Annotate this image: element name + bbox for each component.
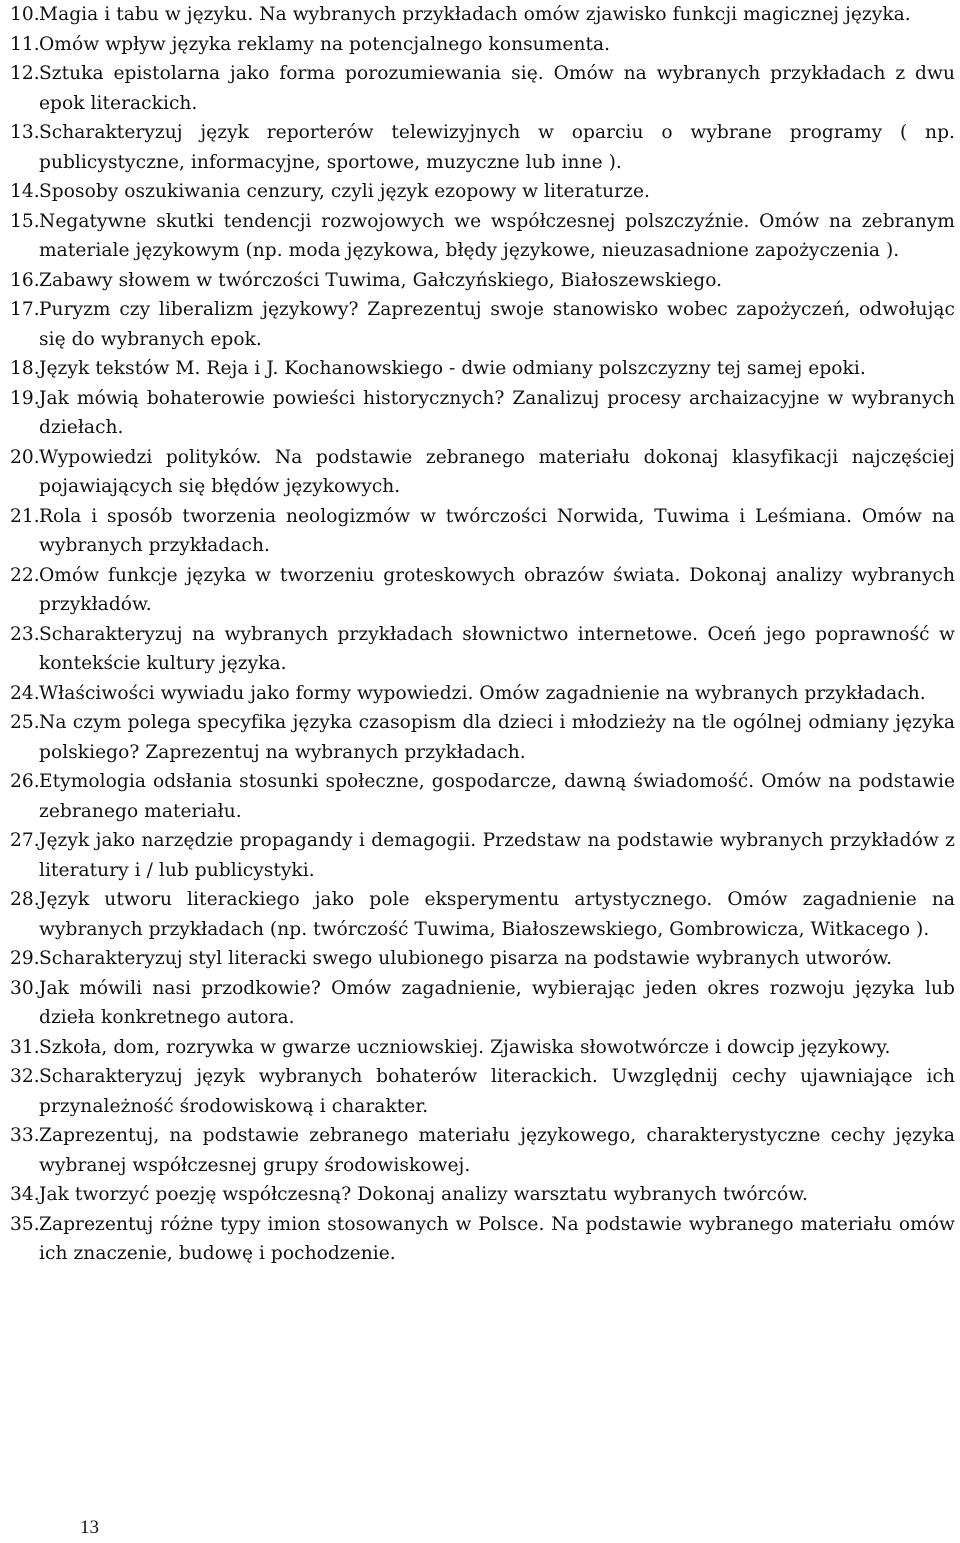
topic-list xyxy=(10,0,955,1269)
item-number: 17. xyxy=(10,299,40,320)
list-item xyxy=(10,59,955,118)
item-text: Jak mówią bohaterowie powieści historycznych? Zanalizuj procesy archaizacyjne w wybranych dziełach. xyxy=(39,387,955,438)
item-number: 22. xyxy=(10,564,40,586)
list-item xyxy=(10,1062,955,1121)
item-text: Sztuka epistolarna jako forma porozumiewania się. Omów na wybranych przykładach z dwu epok literackich. xyxy=(39,63,955,114)
item-number: 28. xyxy=(10,889,40,910)
item-number: 12. xyxy=(10,63,40,84)
item-text: Sposoby oszukiwania cenzury, czyli język ezopowy w literaturze. xyxy=(39,181,650,202)
item-text: Scharakteryzuj język reporterów telewizyjnych w oparciu o wybrane programy ( np. publicystyczne, informacyjne, sportowe, muzyczne lub inne ). xyxy=(39,122,955,173)
item-text: Zaprezentuj różne typy imion stosowanych w Polsce. Na podstawie wybranego materiału omów ich znaczenie, budowę i pochodzenie. xyxy=(39,1213,955,1264)
item-text: Scharakteryzuj język wybranych bohaterów literackich. Uwzględnij cechy ujawniające ich przynależność środowiskową i charakter. xyxy=(39,1066,955,1117)
item-text: Scharakteryzuj styl literacki swego ulubionego pisarza na podstawie wybranych utworów. xyxy=(39,948,893,969)
list-item xyxy=(10,118,955,177)
list-item xyxy=(10,1033,955,1063)
item-text: Omów funkcje języka w tworzeniu groteskowych obrazów świata. Dokonaj analizy wybranych przykładów. xyxy=(39,564,955,615)
list-item xyxy=(10,502,955,561)
item-number: 15. xyxy=(10,210,40,232)
item-number: 25. xyxy=(10,712,40,733)
item-number: 29. xyxy=(10,948,40,969)
item-number: 33. xyxy=(10,1125,40,1146)
item-text: Język utworu literackiego jako pole eksperymentu artystycznego. Omów zagadnienie na wybranych przykładach (np. twórczość Tuwima, Białoszewskiego, Gombrowicza, Witkacego ). xyxy=(39,889,955,940)
item-text: Właściwości wywiadu jako formy wypowiedzi. Omów zagadnienie na wybranych przykładach. xyxy=(39,682,926,704)
list-item xyxy=(10,30,955,60)
item-number: 35. xyxy=(10,1213,40,1235)
item-number: 13. xyxy=(10,122,40,143)
list-item xyxy=(10,295,955,354)
list-item xyxy=(10,974,955,1033)
item-text: Jak tworzyć poezję współczesną? Dokonaj analizy warsztatu wybranych twórców. xyxy=(39,1184,808,1205)
item-number: 32. xyxy=(10,1066,40,1087)
list-item xyxy=(10,354,955,384)
item-number: 31. xyxy=(10,1036,40,1058)
item-number: 14. xyxy=(10,181,40,202)
item-number: 16. xyxy=(10,269,40,291)
list-item xyxy=(10,885,955,944)
item-number: 18. xyxy=(10,358,40,379)
item-number: 23. xyxy=(10,623,40,645)
item-text: Magia i tabu w języku. Na wybranych przykładach omów zjawisko funkcji magicznej języka. xyxy=(39,4,911,25)
item-text: Negatywne skutki tendencji rozwojowych we współczesnej polszczyźnie. Omów na zebranym materiale językowym (np. moda językowa, błędy językowe, nieuzasadnione zapożyczenia ). xyxy=(39,210,955,261)
item-text: Zabawy słowem w twórczości Tuwima, Gałczyńskiego, Białoszewskiego. xyxy=(39,269,723,291)
item-text: Omów wpływ języka reklamy na potencjalnego konsumenta. xyxy=(39,33,611,55)
item-text: Scharakteryzuj na wybranych przykładach słownictwo internetowe. Oceń jego poprawność w kontekście kultury języka. xyxy=(39,623,955,674)
item-text: Wypowiedzi polityków. Na podstawie zebranego materiału dokonaj klasyfikacji najczęściej pojawiających się błędów językowych. xyxy=(39,446,955,497)
item-text: Szkoła, dom, rozrywka w gwarze uczniowskiej. Zjawiska słowotwórcze i dowcip językowy. xyxy=(39,1036,891,1058)
list-item xyxy=(10,177,955,207)
list-item xyxy=(10,767,955,826)
list-item xyxy=(10,944,955,974)
list-item xyxy=(10,207,955,266)
item-number: 34. xyxy=(10,1184,40,1205)
page-number: 13 xyxy=(80,1517,99,1538)
list-item xyxy=(10,561,955,620)
list-item xyxy=(10,443,955,502)
item-number: 20. xyxy=(10,446,40,468)
list-item xyxy=(10,1180,955,1210)
list-item xyxy=(10,620,955,679)
list-item xyxy=(10,1121,955,1180)
item-number: 26. xyxy=(10,771,40,792)
item-text: Na czym polega specyfika języka czasopism dla dzieci i młodzieży na tle ogólnej odmiany języka polskiego? Zaprezentuj na wybranych przykładach. xyxy=(39,712,955,763)
item-number: 10. xyxy=(10,4,40,25)
item-number: 11. xyxy=(10,33,40,55)
item-text: Jak mówili nasi przodkowie? Omów zagadnienie, wybierając jeden okres rozwoju języka lub dzieła konkretnego autora. xyxy=(39,977,955,1028)
list-item xyxy=(10,384,955,443)
item-number: 21. xyxy=(10,505,40,527)
item-number: 19. xyxy=(10,387,40,409)
item-text: Zaprezentuj, na podstawie zebranego materiału językowego, charakterystyczne cechy języka wybranej współczesnej grupy środowiskowej. xyxy=(39,1125,955,1176)
list-item xyxy=(10,0,955,30)
item-number: 27. xyxy=(10,830,40,851)
item-number: 24. xyxy=(10,682,40,704)
list-item xyxy=(10,826,955,885)
item-text: Etymologia odsłania stosunki społeczne, gospodarcze, dawną świadomość. Omów na podstawie zebranego materiału. xyxy=(39,771,955,822)
item-text: Język tekstów M. Reja i J. Kochanowskiego - dwie odmiany polszczyzny tej samej epoki. xyxy=(39,358,866,379)
item-text: Puryzm czy liberalizm językowy? Zaprezentuj swoje stanowisko wobec zapożyczeń, odwołując się do wybranych epok. xyxy=(39,299,955,350)
list-item xyxy=(10,679,955,709)
list-item xyxy=(10,708,955,767)
item-number: 30. xyxy=(10,977,40,999)
item-text: Rola i sposób tworzenia neologizmów w twórczości Norwida, Tuwima i Leśmiana. Omów na wybranych przykładach. xyxy=(39,505,955,556)
item-text: Język jako narzędzie propagandy i demagogii. Przedstaw na podstawie wybranych przykładów z literatury i / lub publicystyki. xyxy=(39,830,955,881)
list-item xyxy=(10,1210,955,1269)
list-item xyxy=(10,266,955,296)
